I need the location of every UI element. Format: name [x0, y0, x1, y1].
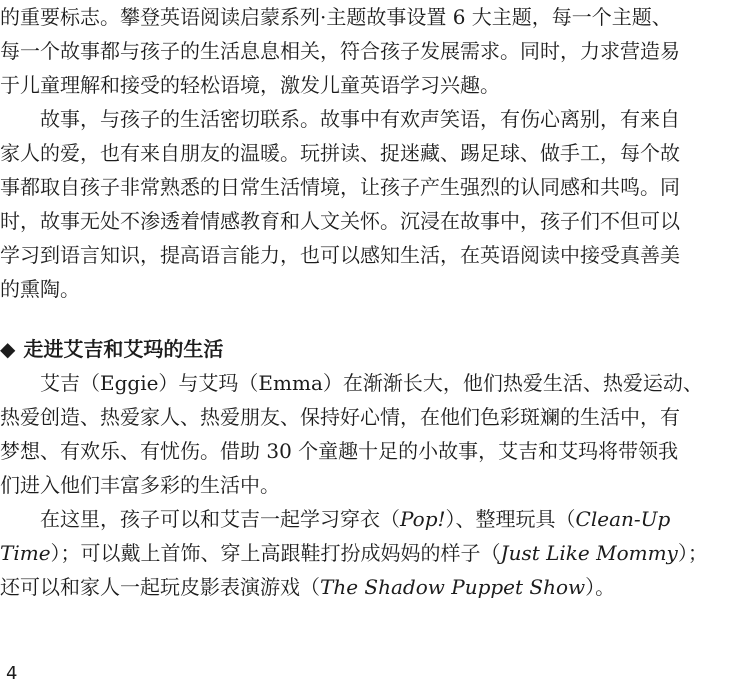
book-title-shadow-puppet-show: The Shadow Puppet Show: [320, 575, 586, 599]
book-title-clean-up-time: Time: [0, 541, 51, 565]
story-line-5: 学习到语言知识，提高语言能力，也可以感知生活，在英语阅读中接受真善美: [0, 243, 680, 267]
section-heading-text: 走进艾吉和艾玛的生活: [23, 337, 224, 361]
story-line-3: 事都取自孩子非常熟悉的日常生活情境，让孩子产生强烈的认同感和共鸣。同: [0, 175, 680, 199]
intro-line-1: 的重要标志。攀登英语阅读启蒙系列·主题故事设置 6 大主题，每一个主题、: [0, 5, 672, 29]
page-number: 4: [6, 663, 18, 684]
activities-line-3: [0, 570, 750, 604]
characters-line-1: 艾吉（Eggie）与艾玛（Emma）在渐渐长大，他们热爱生活、热爱运动、: [40, 371, 703, 395]
book-title-just-like-mommy: Just Like Mommy: [500, 541, 678, 565]
activities-text: 还可以和家人一起玩皮影表演游戏（: [0, 575, 320, 599]
story-line-6: 的熏陶。: [0, 277, 80, 301]
activities-line-1: [0, 502, 750, 536]
characters-line-3: 梦想、有欢乐、有忧伤。借助 30 个童趣十足的小故事，艾吉和艾玛将带领我: [0, 439, 679, 463]
section-heading: [0, 332, 750, 366]
story-line-2: 家人的爱，也有来自朋友的温暖。玩拼读、捉迷藏、踢足球、做手工，每个故: [0, 141, 680, 165]
characters-line-4: 们进入他们丰富多彩的生活中。: [0, 473, 280, 497]
activities-text: ）；可以戴上首饰、穿上高跟鞋打扮成妈妈的样子（: [50, 541, 501, 565]
book-title-clean-up-time: Clean-Up: [575, 507, 671, 531]
activities-text: 在这里，孩子可以和艾吉一起学习穿衣（: [40, 507, 400, 531]
intro-line-3: 于儿童理解和接受的轻松语境，激发儿童英语学习兴趣。: [0, 73, 500, 97]
book-title-pop: Pop!: [400, 507, 446, 531]
story-line-1: 故事，与孩子的生活密切联系。故事中有欢声笑语，有伤心离别，有来自: [40, 107, 680, 131]
activities-line-2: [0, 536, 750, 570]
characters-line-2: 热爱创造、热爱家人、热爱朋友、保持好心情，在他们色彩斑斓的生活中，有: [0, 405, 680, 429]
story-line-4: 时，故事无处不渗透着情感教育和人文关怀。沉浸在故事中，孩子们不但可以: [0, 209, 680, 233]
diamond-bullet-icon: ◆: [0, 337, 16, 361]
intro-line-2: 每一个故事都与孩子的生活息息相关，符合孩子发展需求。同时，力求营造易: [0, 39, 680, 63]
activities-text: ）、整理玩具（: [445, 507, 576, 531]
activities-text: ）；: [677, 541, 708, 565]
activities-text: ）。: [585, 575, 616, 599]
